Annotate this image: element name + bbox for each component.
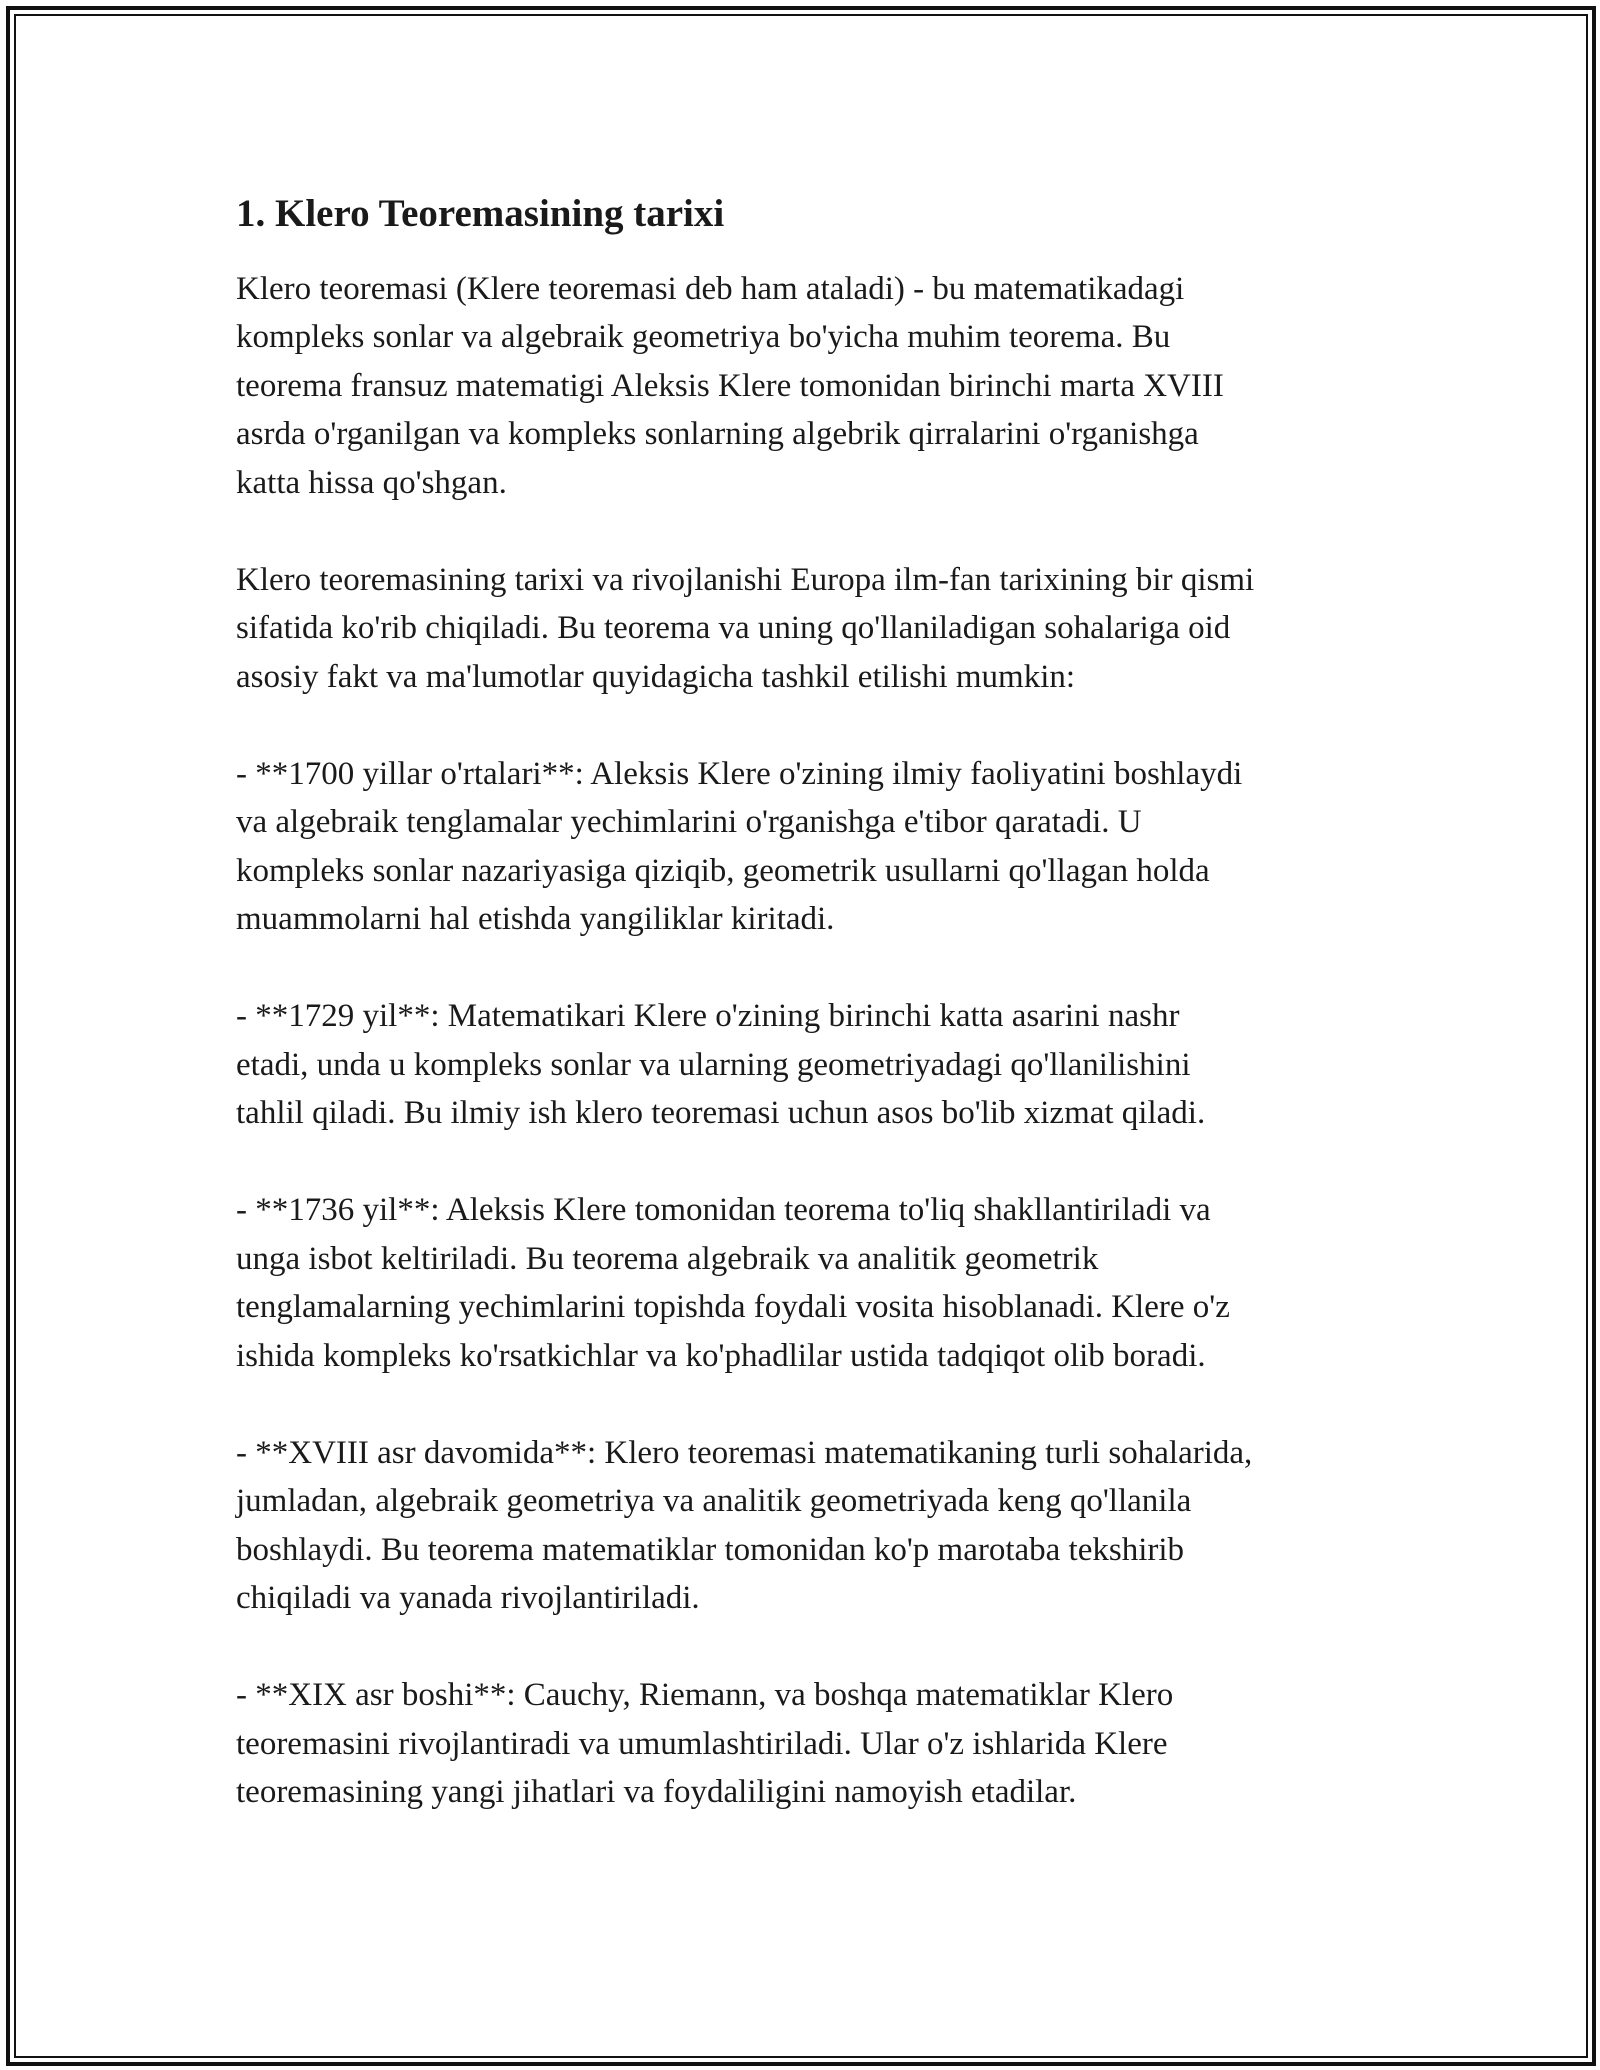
paragraph-history: Klero teoremasining tarixi va rivojlanishi Europa ilm-fan tarixining bir qismi sifatida ko'rib chiqiladi. Bu teorema va uning qo'llaniladigan sohalariga oid asosiy fakt va ma'lumotlar quyidagicha tashkil etilishi mumkin: — [236, 561, 1255, 695]
section-heading: 1. Klero Teoremasining tarixi — [236, 192, 725, 235]
list-item-1736: - **1736 yil**: Aleksis Klere tomonidan teorema to'liq shakllantiriladi va unga isbot keltiriladi. Bu teorema algebraik va analitik geometrik tenglamalarning yechimlarini topishda foydali vosita hisoblanadi. Klere o'z ishida kompleks ko'rsatkichlar va ko'phadlilar ustida tadqiqot olib boradi. — [236, 1192, 1230, 1374]
list-item-18th-century: - **XVIII asr davomida**: Klero teoremasi matematikaning turli sohalarida, jumladan, algebraik geometriya va analitik geometriyada keng qo'llanila boshlaydi. Bu teorema matematiklar tomonidan ko'p marotaba tekshirib chiqiladi va yanada rivojlantiriladi. — [236, 1434, 1253, 1617]
list-item-1700s: - **1700 yillar o'rtalari**: Aleksis Klere o'zining ilmiy faoliyatini boshlaydi va algebraik tenglamalar yechimlarini o'rganishga e'tibor qaratadi. U kompleks sonlar nazariyasiga qiziqib, geometrik usullarni qo'llagan holda muammolarni hal etishda yangiliklar kiritadi. — [236, 755, 1243, 938]
list-item-1729: - **1729 yil**: Matematikari Klere o'zining birinchi katta asarini nashr etadi, unda u kompleks sonlar va ularning geometriyadagi qo'llanilishini tahlil qiladi. Bu ilmiy ish klero teoremasi uchun asos bo'lib xizmat qiladi. — [236, 998, 1206, 1132]
document-body — [236, 190, 1376, 1865]
paragraph-intro: Klero teoremasi (Klere teoremasi deb ham ataladi) - bu matematikadagi kompleks sonlar va algebraik geometriya bo'yicha muhim teorema. Bu teorema fransuz matematigi Aleksis Klere tomonidan birinchi marta XVIII asrda o'rganilgan va kompleks sonlarning algebrik qirralarini o'rganishga katta hissa qo'shgan. — [236, 270, 1224, 501]
list-item-19th-century: - **XIX asr boshi**: Cauchy, Riemann, va boshqa matematiklar Klero teoremasini rivojlantiradi va umumlashtiriladi. Ular o'z ishlarida Klere teoremasining yangi jihatlari va foydaliligini namoyish etadilar. — [236, 1677, 1174, 1811]
